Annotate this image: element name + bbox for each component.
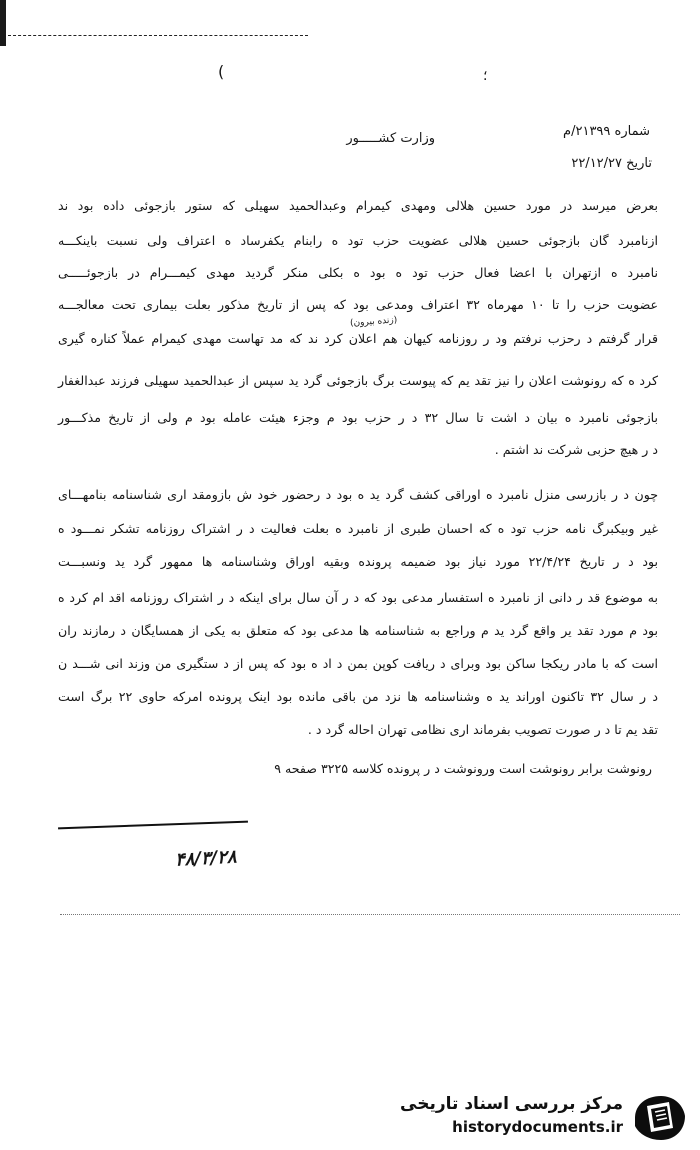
body-line: غیر وبیکبرگ نامه حزب تود ه که احسان طبری از نامبرد ه بعلت فعالیت د ر اشتراک روزنامه تشکر نمـــود ه xyxy=(58,521,658,536)
top-scan-rule xyxy=(8,35,308,36)
body-line: عضویت حزب را تا ۱۰ مهرماه ۳۲ اعتراف ومدعی بود که پس از تاریخ مذکور بعلت بیماری تحت معالجـــه xyxy=(58,297,659,312)
body-line: به موضوع قد ر دانی از نامبرد ه استفسار مدعی بود که د ر آن سال برای اینکه د ر اشتراک روزنامه اقد ام کرد ه xyxy=(58,590,658,605)
scan-edge-mark xyxy=(0,0,6,46)
body-line: نامبرد ه ازتهران با اعضا فعال حزب تود ه بود ه بکلی منکر گردید مهدی کیمـــرام در بازجوئـــــی xyxy=(58,265,658,280)
body-line: تقد یم تا د ر صورت تصویب بفرماند اری نظامی تهران احاله گرد د . xyxy=(307,722,658,737)
document-date: تاریخ ۲۲/۱۲/۲۷ xyxy=(571,156,652,171)
body-line: بود د ر تاریخ ۲۲/۴/۲۴ مورد نیاز بود ضمیمه پرونده وبقیه اوراق وشناسنامه ها ممهور گرد ید ونسبـــت xyxy=(58,554,658,569)
parenthesis-mark: ( xyxy=(218,62,225,81)
body-line: چون د ر بازرسی منزل نامبرد ه اوراقی کشف گرد ید ه بود د رحضور خود ش بازومقد اری شناسنامه بنامهـــای xyxy=(58,487,658,502)
body-line: بعرض میرسد در مورد حسین هلالی ومهدی کیمرام وعبدالحمید سهیلی که ستور بازجوئی داده بود ند xyxy=(58,198,658,213)
body-line: بود م مورد تقد یر واقع گرد ید م وراجع به شناسنامه ها مدعی بود که متعلق به یکی از همسایگان د رمازند ران xyxy=(58,623,658,638)
scan-noise-line xyxy=(60,914,680,915)
body-line: ازنامبرد گان بازجوئی حسین هلالی عضویت حزب تود ه رابنام یکفرساد ه اعتراف ولی نسبت باینکـــه xyxy=(58,233,658,248)
interline-handwritten-note: (زنده بیرون) xyxy=(349,315,398,329)
body-line: کرد ه که رونوشت اعلان را نیز تقد یم که پیوست برگ بازجوئی گرد ید سپس از عبدالحمید سهیلی فرزند عبدالغفار xyxy=(58,373,658,388)
watermark-url-text: historydocuments.ir xyxy=(452,1118,623,1136)
book-emblem-icon xyxy=(629,1092,689,1144)
signature-stroke xyxy=(58,821,248,830)
ministry-heading: وزارت کشـــــور xyxy=(346,131,435,146)
body-line: د ر سال ۳۲ تاکنون اوراند ید ه وشناسنامه ها نزد من باقی مانده بود اینک پرونده امرکه حاوی ۲۲ برگ است xyxy=(58,689,658,704)
body-line: بازجوئی نامبرد ه بیان د اشت تا سال ۳۲ د ر حزب بود م وجزء هیئت عامله بود م ولی از تاریخ مذکـــور xyxy=(58,410,658,425)
body-line: قرار گرفتم د رحزب نرفتم ود ر روزنامه کیهان هم اعلان کرد ند که مد تهاست مهدی کیمرام عملاً کناره گیری xyxy=(58,331,658,346)
body-line: است که با مادر ریکجا ساکن بود وبرای د ریافت کوپن بمن د اد ه بود که پس از د ستگیری من وزند انی شـــد ن xyxy=(58,656,658,671)
document-number: شماره ۲۱۳۹۹/م xyxy=(563,124,650,139)
handwritten-date: ۴۸/۳/۲۸ xyxy=(174,846,238,871)
watermark-persian-text: مرکز بررسی اسناد تاریخی xyxy=(400,1094,623,1114)
watermark-logo xyxy=(400,1090,695,1146)
body-line: د ر هیچ حزبی شرکت ند اشتم . xyxy=(494,442,658,457)
copy-certification-note: رونوشت برابر رونوشت است ورونوشت د ر پرونده کلاسه ۳۲۲۵ صفحه ۹ xyxy=(274,761,652,776)
stray-mark: ؛ xyxy=(483,68,488,84)
